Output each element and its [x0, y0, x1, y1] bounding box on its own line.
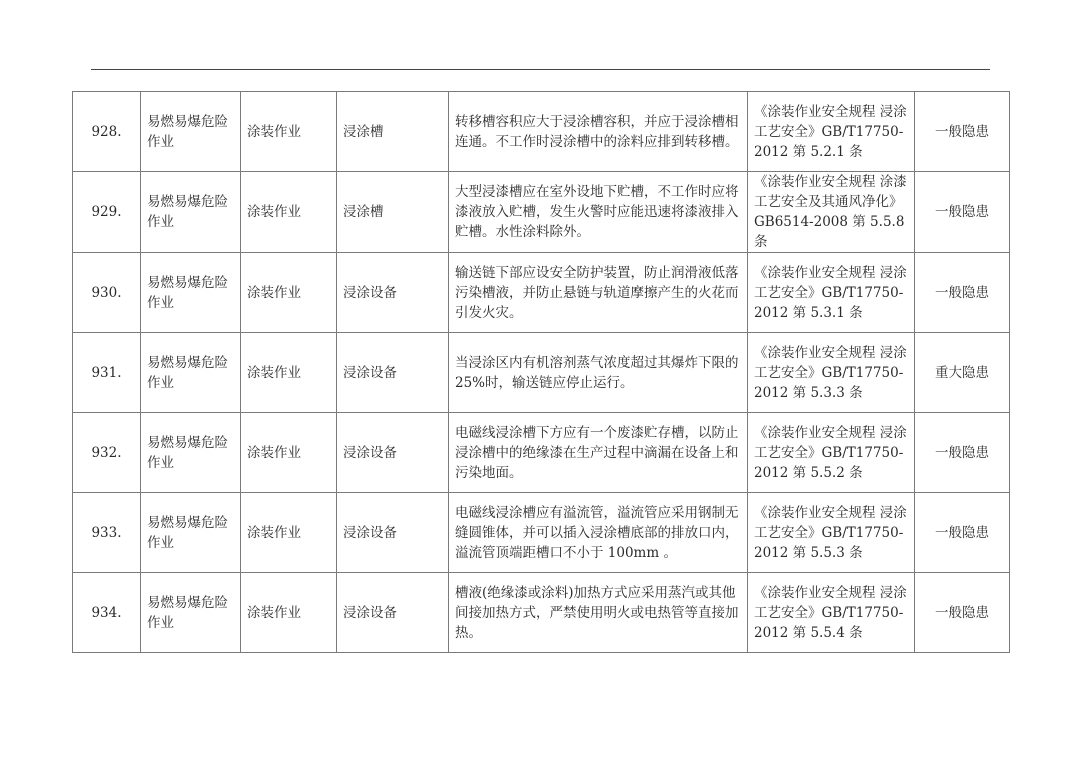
- hazard-category: 易燃易爆危险作业: [141, 172, 241, 253]
- hazard-level: 一般隐患: [915, 172, 1010, 253]
- item-number: 928.: [73, 92, 141, 172]
- table-row: [73, 573, 1010, 653]
- inspection-item: 浸涂设备: [337, 413, 449, 493]
- standard-reference: 《涂装作业安全规程 浸涂工艺安全》GB/T17750-2012 第 5.3.1 条: [748, 253, 915, 333]
- operation-type: 涂装作业: [241, 493, 337, 573]
- standard-reference: 《涂装作业安全规程 浸涂工艺安全》GB/T17750-2012 第 5.5.2 条: [748, 413, 915, 493]
- table-row: [73, 333, 1010, 413]
- item-number: 929.: [73, 172, 141, 253]
- header-rule: [91, 69, 990, 70]
- operation-type: 涂装作业: [241, 92, 337, 172]
- item-number: 933.: [73, 493, 141, 573]
- inspection-item: 浸涂槽: [337, 172, 449, 253]
- standard-reference: 《涂装作业安全规程 浸涂工艺安全》GB/T17750-2012 第 5.5.4 条: [748, 573, 915, 653]
- hazard-category: 易燃易爆危险作业: [141, 253, 241, 333]
- hazard-level: 一般隐患: [915, 573, 1010, 653]
- inspection-item: 浸涂设备: [337, 573, 449, 653]
- table-row: [73, 92, 1010, 172]
- hazard-level: 重大隐患: [915, 333, 1010, 413]
- item-number: 932.: [73, 413, 141, 493]
- hazard-description: 电磁线浸涂槽下方应有一个废漆贮存槽，以防止浸涂槽中的绝缘漆在生产过程中滴漏在设备上和污染地面。: [449, 413, 748, 493]
- table-row: [73, 413, 1010, 493]
- hazard-category: 易燃易爆危险作业: [141, 92, 241, 172]
- operation-type: 涂装作业: [241, 333, 337, 413]
- hazard-description: 转移槽容积应大于浸涂槽容积，并应于浸涂槽相连通。不工作时浸涂槽中的涂料应排到转移槽。: [449, 92, 748, 172]
- hazard-description: 当浸涂区内有机溶剂蒸气浓度超过其爆炸下限的25%时，输送链应停止运行。: [449, 333, 748, 413]
- table-row: [73, 253, 1010, 333]
- operation-type: 涂装作业: [241, 253, 337, 333]
- item-number: 934.: [73, 573, 141, 653]
- item-number: 930.: [73, 253, 141, 333]
- hazard-level: 一般隐患: [915, 92, 1010, 172]
- hazard-level: 一般隐患: [915, 413, 1010, 493]
- standard-reference: 《涂装作业安全规程 浸涂工艺安全》GB/T17750-2012 第 5.5.3 条: [748, 493, 915, 573]
- standard-reference: 《涂装作业安全规程 浸涂工艺安全》GB/T17750-2012 第 5.2.1 条: [748, 92, 915, 172]
- inspection-item: 浸涂设备: [337, 333, 449, 413]
- hazard-category: 易燃易爆危险作业: [141, 413, 241, 493]
- operation-type: 涂装作业: [241, 573, 337, 653]
- table-row: [73, 172, 1010, 253]
- hazard-category: 易燃易爆危险作业: [141, 333, 241, 413]
- inspection-item: 浸涂设备: [337, 493, 449, 573]
- hazard-description: 电磁线浸涂槽应有溢流管，溢流管应采用钢制无缝圆锥体，并可以插入浸涂槽底部的排放口内，溢流管顶端距槽口不小于 100mm 。: [449, 493, 748, 573]
- item-number: 931.: [73, 333, 141, 413]
- operation-type: 涂装作业: [241, 172, 337, 253]
- operation-type: 涂装作业: [241, 413, 337, 493]
- hazard-table: [72, 91, 1010, 653]
- table-row: [73, 493, 1010, 573]
- standard-reference: 《涂装作业安全规程 浸涂工艺安全》GB/T17750-2012 第 5.3.3 条: [748, 333, 915, 413]
- hazard-description: 大型浸漆槽应在室外设地下贮槽，不工作时应将漆液放入贮槽，发生火警时应能迅速将漆液排入贮槽。水性涂料除外。: [449, 172, 748, 253]
- hazard-level: 一般隐患: [915, 493, 1010, 573]
- standard-reference: 《涂装作业安全规程 涂漆工艺安全及其通风净化》GB6514-2008 第 5.5.8 条: [748, 172, 915, 253]
- inspection-item: 浸涂槽: [337, 92, 449, 172]
- hazard-level: 一般隐患: [915, 253, 1010, 333]
- hazard-category: 易燃易爆危险作业: [141, 573, 241, 653]
- hazard-description: 槽液(绝缘漆或涂料)加热方式应采用蒸汽或其他间接加热方式，严禁使用明火或电热管等直接加热。: [449, 573, 748, 653]
- hazard-description: 输送链下部应设安全防护装置，防止润滑液低落污染槽液，并防止悬链与轨道摩擦产生的火花而引发火灾。: [449, 253, 748, 333]
- hazard-category: 易燃易爆危险作业: [141, 493, 241, 573]
- inspection-item: 浸涂设备: [337, 253, 449, 333]
